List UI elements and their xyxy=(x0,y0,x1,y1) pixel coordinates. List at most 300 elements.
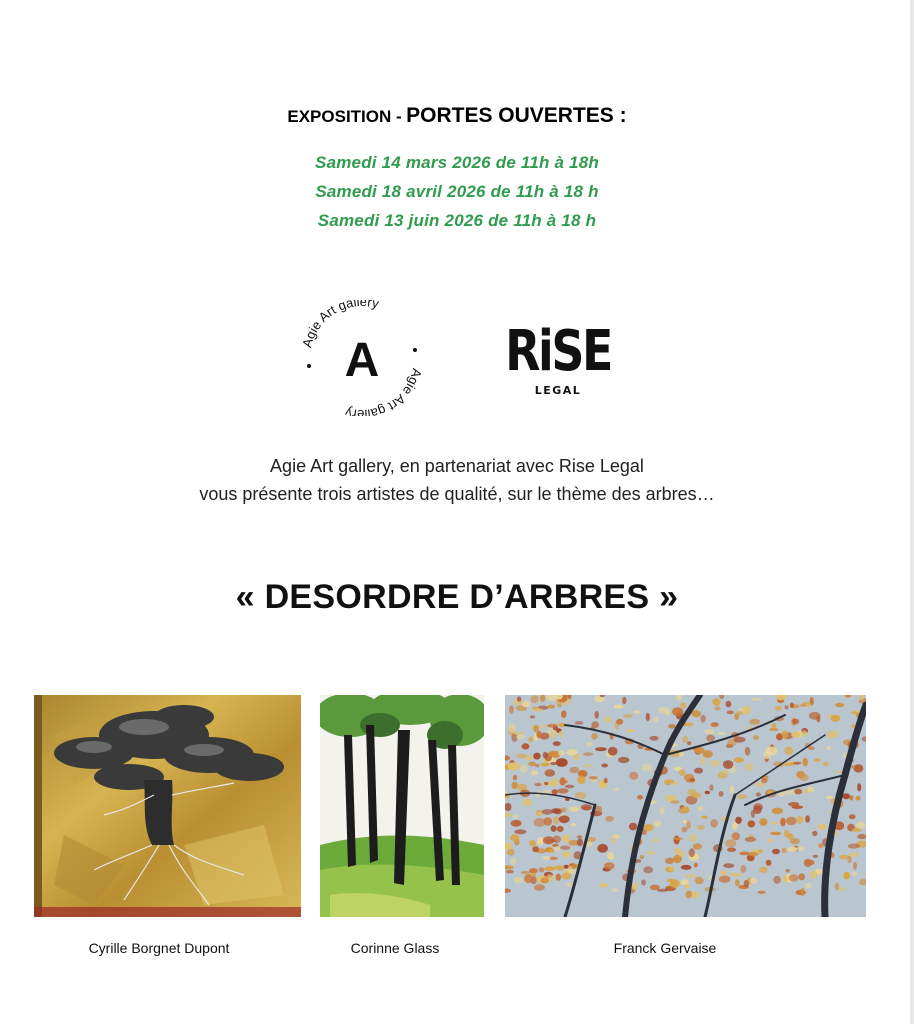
leaf-mark xyxy=(797,846,804,851)
open-days-list xyxy=(0,148,914,235)
leaf-mark xyxy=(542,809,554,815)
leaf-mark xyxy=(650,885,660,891)
leaf-mark xyxy=(570,823,576,827)
leaf-mark xyxy=(597,844,608,853)
leaf-mark xyxy=(548,705,556,709)
leaf-mark xyxy=(744,880,749,887)
leaf-mark xyxy=(685,875,697,878)
leaf-mark xyxy=(577,838,583,846)
leaf-mark xyxy=(669,865,674,871)
leaf-mark xyxy=(704,729,715,734)
leaf-mark xyxy=(804,788,809,793)
artist-caption-2: Corinne Glass xyxy=(350,940,440,956)
leaf-mark xyxy=(595,806,602,814)
leaf-mark xyxy=(709,784,713,790)
leaf-mark xyxy=(595,747,607,751)
leaf-mark xyxy=(583,752,593,756)
leaf-mark xyxy=(813,855,818,858)
leaf-mark xyxy=(700,757,705,765)
leaf-mark xyxy=(530,873,536,876)
leaf-mark xyxy=(589,776,598,779)
leaf-mark xyxy=(727,848,736,852)
leaf-mark xyxy=(766,860,772,866)
leaf-mark xyxy=(730,873,741,877)
leaf-mark xyxy=(734,757,744,762)
leaf-mark xyxy=(796,816,804,824)
leaf-mark xyxy=(849,814,856,819)
leaf-mark xyxy=(532,708,543,711)
rise-legal-logo xyxy=(490,319,626,402)
leaf-mark xyxy=(773,876,781,884)
leaf-mark xyxy=(792,719,799,725)
leaf-mark xyxy=(549,732,556,739)
leaf-mark xyxy=(522,743,530,749)
leaf-mark xyxy=(532,846,539,852)
leaf-mark xyxy=(640,855,644,859)
leaf-mark xyxy=(798,873,805,880)
leaf-mark xyxy=(643,866,653,873)
leaf-mark xyxy=(784,747,793,756)
leaf-mark xyxy=(581,804,592,810)
leaf-mark xyxy=(782,848,787,853)
leaf-mark xyxy=(629,772,638,780)
leaf-mark xyxy=(514,829,526,834)
leaf-mark xyxy=(675,848,682,855)
leaf-mark xyxy=(749,719,760,725)
leaf-mark xyxy=(723,760,733,769)
leaf-mark xyxy=(513,815,518,820)
leaf-mark xyxy=(741,865,747,873)
leaf-mark xyxy=(623,714,632,718)
leaf-mark xyxy=(508,763,520,771)
leaf-mark xyxy=(528,762,536,767)
artist-caption-3: Franck Gervaise xyxy=(613,940,717,956)
leaf-mark xyxy=(852,828,862,832)
leaf-mark xyxy=(757,891,765,894)
leaf-mark xyxy=(537,812,541,815)
leaf-mark xyxy=(608,747,618,756)
leaf-mark xyxy=(514,732,525,735)
leaf-mark xyxy=(800,704,806,708)
leaf-mark xyxy=(730,785,735,793)
leaf-mark xyxy=(569,767,579,773)
leaf-mark xyxy=(595,711,599,719)
leaf-mark xyxy=(782,730,789,739)
leaf-mark xyxy=(510,857,516,865)
leaf-mark xyxy=(506,870,514,873)
exposition-header xyxy=(0,104,914,128)
leaf-mark xyxy=(513,775,517,780)
leaf-mark xyxy=(562,835,567,842)
leaf-mark xyxy=(767,839,773,843)
leaf-mark xyxy=(513,877,523,883)
leaf-mark xyxy=(543,817,552,826)
leaf-mark xyxy=(852,872,858,876)
leaf-mark xyxy=(710,819,717,828)
leaf-mark xyxy=(681,806,689,812)
leaf-mark xyxy=(753,735,759,740)
leaf-mark xyxy=(826,746,830,750)
leaf-mark xyxy=(736,711,744,715)
leaf-mark xyxy=(560,777,566,785)
leaf-mark xyxy=(791,732,800,738)
leaf-mark xyxy=(665,858,674,864)
leaf-mark xyxy=(557,723,564,726)
leaf-mark xyxy=(772,723,777,728)
leaf-mark xyxy=(691,710,701,717)
leaf-mark xyxy=(745,747,750,756)
leaf-mark xyxy=(531,770,538,775)
leaf-mark xyxy=(780,818,786,827)
leaf-mark xyxy=(536,731,541,739)
leaf-mark xyxy=(591,721,599,728)
leaf-mark xyxy=(561,807,567,812)
leaf-mark xyxy=(509,705,514,714)
leaf-mark xyxy=(793,762,801,765)
leaf-mark xyxy=(790,838,800,844)
leaf-mark xyxy=(848,844,860,849)
leaf-mark xyxy=(539,867,545,872)
leaf-mark xyxy=(695,877,704,884)
leaf-mark xyxy=(529,840,536,846)
leaf-mark xyxy=(520,764,528,773)
leaf-mark xyxy=(560,846,571,850)
leaf-mark xyxy=(682,827,688,833)
leaf-mark xyxy=(557,788,568,793)
leaf-mark xyxy=(529,868,538,873)
leaf-mark xyxy=(516,735,525,740)
leaf-mark xyxy=(686,891,693,899)
leaf-mark xyxy=(616,719,623,725)
leaf-mark xyxy=(706,735,715,742)
leaf-mark xyxy=(601,764,608,768)
leaf-mark xyxy=(750,878,757,884)
leaf-mark xyxy=(541,763,551,766)
rise-word: RiSE xyxy=(505,319,611,384)
leaf-mark xyxy=(761,778,767,783)
leaf-mark xyxy=(751,698,762,701)
leaf-mark xyxy=(553,835,561,843)
leaf-mark xyxy=(561,873,571,880)
leaf-mark xyxy=(680,879,689,885)
leaf-mark xyxy=(561,710,567,718)
leaf-mark xyxy=(784,705,788,709)
leaf-mark xyxy=(544,866,555,871)
leaf-mark xyxy=(543,836,554,844)
leaf-mark xyxy=(857,783,861,791)
leaf-mark xyxy=(530,715,535,718)
leaf-mark xyxy=(509,724,516,732)
leaf-mark xyxy=(586,742,593,747)
leaf-mark xyxy=(725,839,736,847)
leaf-mark xyxy=(697,825,705,830)
leaf-mark xyxy=(542,856,550,860)
leaf-mark xyxy=(522,701,530,707)
leaf-mark xyxy=(652,838,659,842)
leaf-mark xyxy=(801,888,805,897)
leaf-mark xyxy=(844,872,850,880)
leaf-mark xyxy=(680,702,686,708)
leaf-mark xyxy=(847,856,852,863)
leaf-mark xyxy=(599,883,609,888)
leaf-mark xyxy=(564,865,569,869)
leaf-mark xyxy=(727,711,734,715)
leaf-mark xyxy=(745,763,754,771)
leaf-mark xyxy=(516,754,528,759)
leaf-mark xyxy=(554,866,562,870)
leaf-mark xyxy=(711,722,719,727)
open-day-1: Samedi 14 mars 2026 de 11h à 18h xyxy=(315,153,599,172)
leaf-mark xyxy=(701,816,708,819)
leaf-mark xyxy=(719,876,731,883)
leaf-mark xyxy=(517,696,522,701)
leaf-mark xyxy=(641,879,646,885)
leaf-mark xyxy=(558,750,565,756)
leaf-mark xyxy=(839,887,846,891)
leaf-mark xyxy=(805,860,815,866)
leaf-mark xyxy=(544,782,548,785)
leaf-mark xyxy=(735,817,742,824)
leaf-mark xyxy=(681,865,692,870)
agie-art-gallery-logo xyxy=(300,300,424,416)
leaf-mark xyxy=(759,850,763,853)
leaf-mark xyxy=(660,807,665,814)
leaf-mark xyxy=(614,705,624,709)
leaf-mark xyxy=(626,729,635,732)
exhibition-title: « DESORDRE D’ARBRES » xyxy=(235,578,679,616)
leaf-mark xyxy=(732,832,740,840)
leaf-mark xyxy=(541,877,549,883)
leaf-mark xyxy=(854,764,864,772)
leaf-mark xyxy=(523,799,532,807)
agie-ring-text-top: Agie Art gallery xyxy=(300,300,381,350)
open-day-2: Samedi 18 avril 2026 de 11h à 18 h xyxy=(315,182,599,201)
leaf-mark xyxy=(756,792,761,796)
leaf-mark xyxy=(694,768,703,774)
leaf-mark xyxy=(835,703,844,708)
leaf-mark xyxy=(512,782,518,789)
leaf-mark xyxy=(551,825,557,832)
leaf-mark xyxy=(769,728,779,731)
leaf-mark xyxy=(809,712,821,720)
artwork-gold-tree xyxy=(34,695,301,917)
leaf-mark xyxy=(789,874,799,881)
leaf-mark xyxy=(787,847,797,852)
leaf-mark xyxy=(556,758,568,767)
agie-letter: A xyxy=(344,334,380,387)
leaf-mark xyxy=(687,741,691,745)
leaf-mark xyxy=(810,871,818,879)
leaf-mark xyxy=(715,707,721,711)
leaf-mark xyxy=(735,879,740,886)
leaf-mark xyxy=(637,795,643,800)
leaf-mark xyxy=(612,834,620,838)
leaf-mark xyxy=(573,754,580,760)
leaf-mark xyxy=(802,758,808,767)
leaf-mark xyxy=(726,701,732,708)
leaf-mark xyxy=(633,710,640,713)
header-prefix: EXPOSITION - xyxy=(287,107,402,126)
leaf-mark xyxy=(827,731,838,739)
leaf-mark xyxy=(641,764,653,772)
leaf-mark xyxy=(556,874,561,881)
leaf-mark xyxy=(629,823,638,831)
leaf-mark xyxy=(759,867,768,873)
leaf-mark xyxy=(842,793,850,799)
leaf-mark xyxy=(557,704,562,708)
leaf-mark xyxy=(605,816,613,822)
leaf-mark xyxy=(672,707,683,716)
leaf-mark xyxy=(552,789,558,795)
leaf-mark xyxy=(658,707,670,713)
leaf-mark xyxy=(666,879,675,882)
leaf-mark xyxy=(549,849,555,852)
leaf-mark xyxy=(723,770,728,774)
leaf-mark xyxy=(548,751,558,757)
leaf-mark xyxy=(553,816,559,824)
leaf-mark xyxy=(506,851,512,855)
leaf-mark xyxy=(759,818,767,826)
leaf-mark xyxy=(569,806,579,812)
leaf-mark xyxy=(521,871,530,874)
leaf-mark xyxy=(805,883,812,889)
leaf-mark xyxy=(742,706,751,715)
leaf-mark xyxy=(784,830,790,837)
leaf-mark xyxy=(783,763,794,766)
leaf-mark xyxy=(559,815,570,823)
leaf-mark xyxy=(796,771,805,779)
leaf-mark xyxy=(851,765,856,768)
leaf-mark xyxy=(577,776,585,785)
leaf-mark xyxy=(775,706,782,711)
leaf-mark xyxy=(537,837,543,846)
leaf-mark xyxy=(772,849,780,855)
leaf-mark xyxy=(790,702,794,708)
leaf-mark xyxy=(591,733,598,740)
leaf-mark xyxy=(577,835,583,838)
leaf-mark xyxy=(510,834,519,841)
leaf-mark xyxy=(559,731,563,737)
leaf-mark xyxy=(622,697,626,704)
leaf-mark xyxy=(771,822,779,825)
artwork-autumn-canopy xyxy=(505,695,866,917)
leaf-mark xyxy=(693,843,702,849)
leaf-mark xyxy=(690,778,695,781)
leaf-mark xyxy=(554,847,560,852)
leaf-mark xyxy=(530,695,538,703)
leaf-mark xyxy=(748,852,759,856)
leaf-mark xyxy=(748,820,756,827)
leaf-mark xyxy=(772,808,784,815)
artwork-green-trees xyxy=(320,695,484,917)
leaf-mark xyxy=(528,736,533,742)
leaf-mark xyxy=(723,863,734,868)
leaf-mark xyxy=(673,837,683,840)
leaf-mark xyxy=(668,724,676,729)
leaf-mark xyxy=(654,820,662,826)
leaf-mark xyxy=(544,769,555,776)
leaf-mark xyxy=(534,884,545,890)
leaf-mark xyxy=(631,883,638,890)
leaf-mark xyxy=(614,788,620,791)
intro-text xyxy=(0,452,914,508)
leaf-mark xyxy=(550,778,559,787)
leaf-mark xyxy=(604,862,615,869)
leaf-mark xyxy=(753,806,762,814)
leaf-mark xyxy=(785,869,790,872)
leaf-mark xyxy=(683,820,687,824)
leaf-mark xyxy=(612,888,619,892)
leaf-mark xyxy=(812,831,817,836)
leaf-mark xyxy=(826,796,834,799)
leaf-mark xyxy=(551,808,560,813)
leaf-mark xyxy=(697,806,703,811)
leaf-mark xyxy=(618,757,629,763)
leaf-mark xyxy=(788,802,799,806)
leaf-mark xyxy=(794,789,802,795)
leaf-mark xyxy=(853,862,857,870)
leaf-mark xyxy=(603,716,612,723)
leaf-mark xyxy=(705,791,710,794)
leaf-mark xyxy=(700,715,705,723)
leaf-mark xyxy=(694,863,698,868)
leaf-mark xyxy=(818,843,823,848)
leaf-mark xyxy=(692,891,699,898)
leaf-mark xyxy=(739,852,749,856)
leaf-mark xyxy=(644,824,654,831)
leaf-mark xyxy=(547,724,557,728)
leaf-mark xyxy=(687,789,697,796)
leaf-mark xyxy=(562,851,571,858)
leaf-mark xyxy=(535,783,542,787)
leaf-mark xyxy=(831,715,841,722)
leaf-mark xyxy=(543,752,548,759)
leaf-mark xyxy=(575,721,584,725)
leaf-mark xyxy=(604,778,608,784)
leaf-mark xyxy=(552,844,559,847)
leaf-mark xyxy=(717,732,725,736)
leaf-mark xyxy=(553,741,561,746)
leaf-mark xyxy=(689,848,695,857)
leaf-mark xyxy=(786,817,797,825)
leaf-mark xyxy=(689,834,697,842)
leaf-mark xyxy=(575,792,587,799)
leaf-mark xyxy=(709,760,720,766)
leaf-mark xyxy=(533,753,540,760)
leaf-mark xyxy=(653,717,659,723)
leaf-mark xyxy=(817,824,827,830)
leaf-mark xyxy=(511,820,522,827)
leaf-mark xyxy=(835,883,840,890)
leaf-mark xyxy=(671,800,680,804)
leaf-mark xyxy=(587,837,596,842)
open-day-3: Samedi 13 juin 2026 de 11h à 18 h xyxy=(317,211,597,230)
leaf-mark xyxy=(557,826,564,832)
rise-sub: LEGAL xyxy=(534,384,582,397)
leaf-mark xyxy=(770,832,781,835)
leaf-mark xyxy=(814,759,820,762)
leaf-mark xyxy=(805,815,810,823)
header-main: PORTES OUVERTES : xyxy=(406,104,627,127)
leaf-mark xyxy=(607,852,614,860)
leaf-mark xyxy=(645,851,655,854)
leaf-mark xyxy=(766,747,778,755)
leaf-mark xyxy=(719,791,724,797)
agie-ring-text-bottom: Agie Art gallery xyxy=(343,366,424,416)
leaf-mark xyxy=(856,822,865,829)
leaf-mark xyxy=(541,725,546,729)
intro-line-2: vous présente trois artistes de qualité, sur le thème des arbres… xyxy=(199,484,715,504)
